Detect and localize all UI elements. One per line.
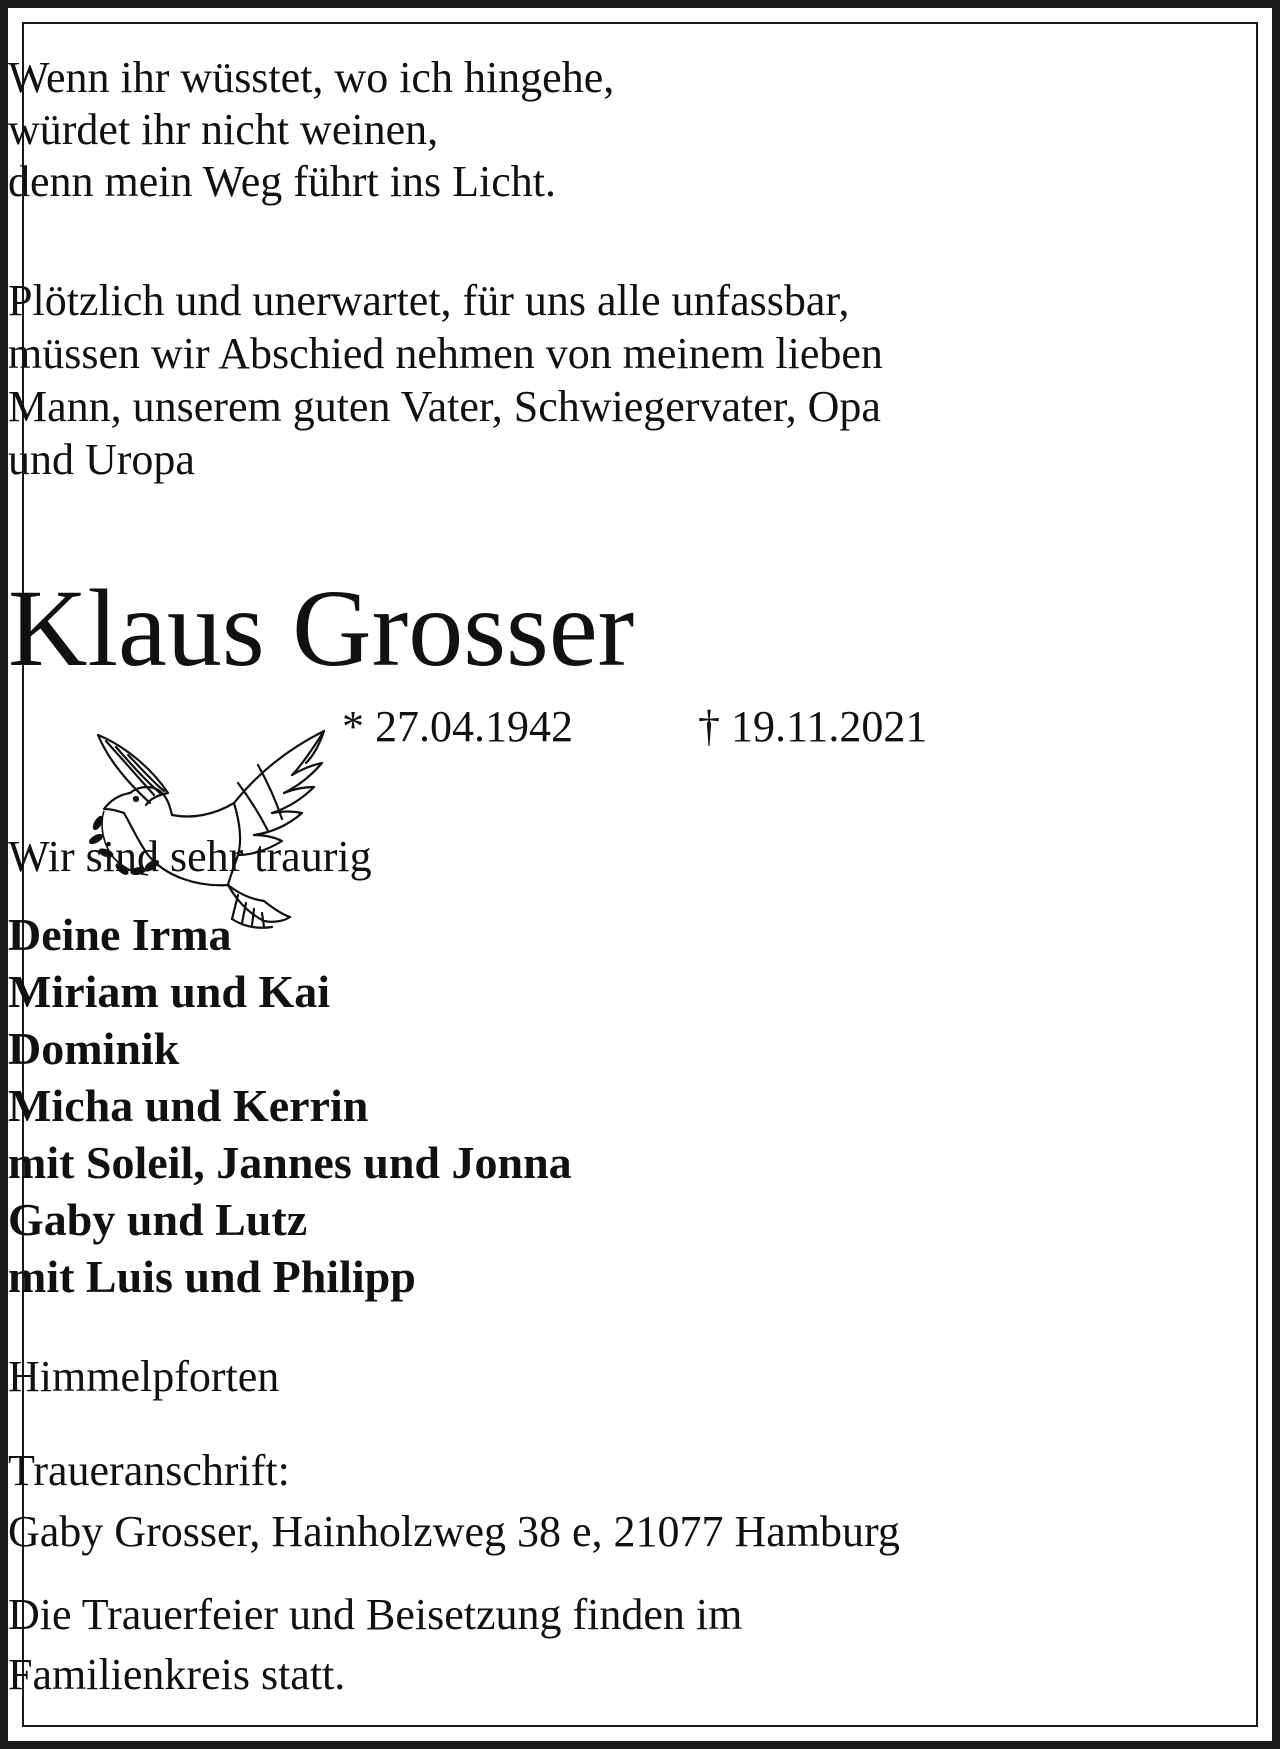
mourning-statement: Wir sind sehr traurig bbox=[8, 832, 372, 881]
ceremony-line: Familienkreis statt. bbox=[8, 1650, 346, 1699]
deceased-name: Klaus Grosser bbox=[8, 567, 635, 689]
poem-line: würdet ihr nicht weinen, bbox=[8, 105, 439, 154]
family-list bbox=[8, 906, 1280, 1305]
poem-line: denn mein Weg führt ins Licht. bbox=[8, 157, 556, 206]
family-member: Deine Irma bbox=[8, 909, 232, 960]
mourning-address: Gaby Grosser, Hainholzweg 38 e, 21077 Hamburg bbox=[8, 1507, 900, 1556]
ceremony-note bbox=[8, 1585, 1280, 1705]
ceremony-line: Die Trauerfeier und Beisetzung finden im bbox=[8, 1590, 743, 1639]
birth-date: * 27.04.1942 bbox=[342, 702, 573, 751]
family-member: Micha und Kerrin bbox=[8, 1080, 369, 1131]
death-date: † 19.11.2021 bbox=[698, 702, 928, 751]
poem-line: Wenn ihr wüsstet, wo ich hingehe, bbox=[8, 53, 615, 102]
intro-line: Mann, unserem guten Vater, Schwiegervater, Opa bbox=[8, 382, 881, 431]
family-member: mit Soleil, Jannes und Jonna bbox=[8, 1137, 572, 1188]
family-member: Gaby und Lutz bbox=[8, 1194, 308, 1245]
intro-line: und Uropa bbox=[8, 435, 195, 484]
place-name: Himmelpforten bbox=[8, 1352, 280, 1401]
intro-line: müssen wir Abschied nehmen von meinem lieben bbox=[8, 329, 883, 378]
family-member: mit Luis und Philipp bbox=[8, 1251, 416, 1302]
address-label: Traueranschrift: bbox=[8, 1446, 290, 1495]
poem bbox=[8, 52, 1280, 208]
intro-text bbox=[8, 274, 1280, 486]
family-member: Miriam und Kai bbox=[8, 966, 331, 1017]
intro-line: Plötzlich und unerwartet, für uns alle unfassbar, bbox=[8, 276, 850, 325]
family-member: Dominik bbox=[8, 1023, 180, 1074]
